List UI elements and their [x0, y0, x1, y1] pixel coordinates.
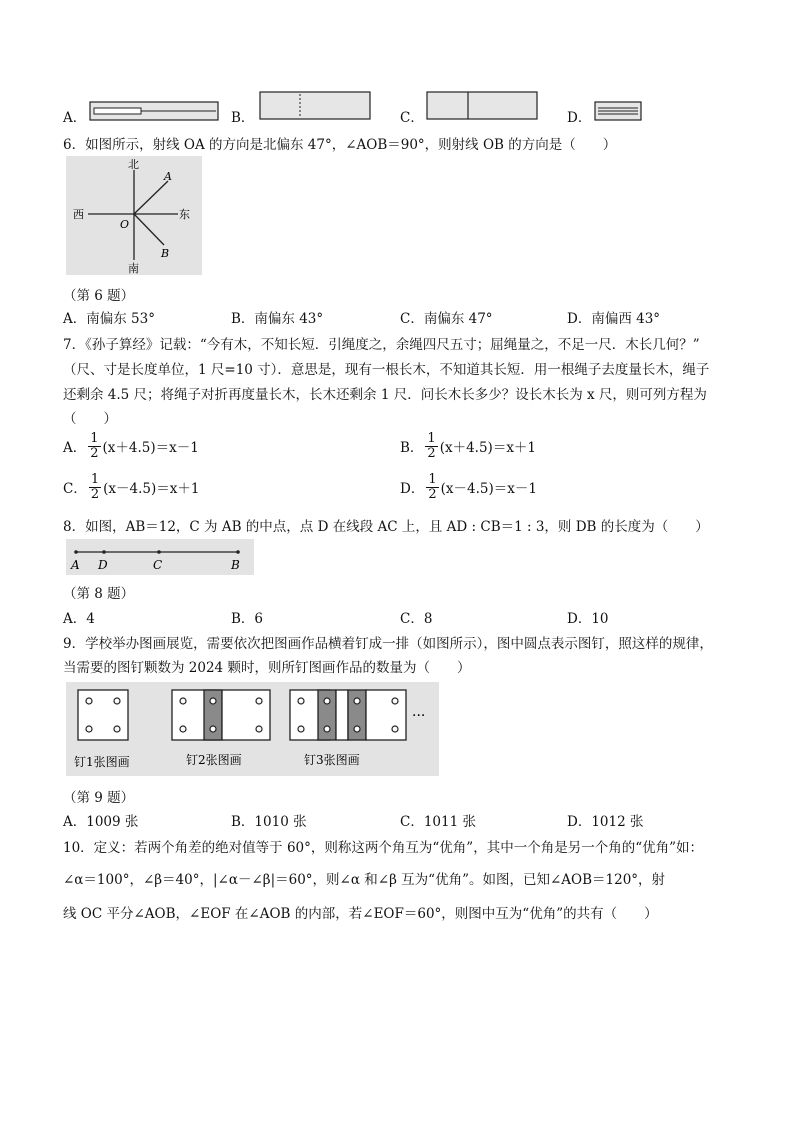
q9-label-3: 钉3张图画: [304, 753, 360, 767]
q8-a-label: A: [71, 558, 80, 572]
q6-north-label: 北: [128, 158, 139, 171]
q6-stem: 6．如图所示，射线 OA 的方向是北偏东 47°，∠AOB＝90°，则射线 OB 的方向是（ ）: [63, 137, 617, 153]
q7-option-a-label: A．: [63, 440, 87, 457]
q5-option-d-label: D．: [567, 110, 592, 126]
q7-option-b: [400, 432, 536, 460]
q7-line-1: 7．《孙子算经》记载：“今有木，不知长短．引绳度之，余绳四尺五寸；屈绳量之，不足一尺．木长几何？”: [63, 337, 700, 353]
q6-option-d: D．南偏西 43°: [567, 311, 661, 327]
q9-option-c: C．1011 张: [400, 814, 476, 830]
q8-c-label: C: [153, 558, 163, 572]
q7-option-c-expr: (x－4.5)＝x＋1: [103, 481, 200, 498]
q7-option-c: [63, 473, 199, 501]
q8-figure: [66, 539, 254, 575]
q8-point-b: [236, 550, 240, 554]
q6-o-label: O: [120, 218, 130, 231]
q10-line-2: ∠α＝100°，∠β＝40°，|∠α－∠β|＝60°，则∠α 和∠β 互为“优角”。如图，已知∠AOB＝120°，射: [63, 872, 666, 888]
q7-option-c-label: C．: [63, 481, 87, 498]
q10-line-3: 线 OC 平分∠AOB，∠EOF 在∠AOB 的内部，若∠EOF＝60°，则图中互为“优角”的共有（ ）: [63, 906, 658, 922]
q9-figure: [66, 682, 439, 776]
q6-b-label: B: [161, 247, 170, 260]
q7-line-4: （ ）: [63, 411, 117, 427]
q7-option-d-label: D．: [400, 481, 425, 498]
q6-figure: [66, 156, 202, 275]
q6-south-label: 南: [128, 262, 139, 275]
q7-option-b-expr: (x＋4.5)＝x＋1: [439, 440, 537, 457]
q9-label-1: 钉1张图画: [74, 755, 130, 769]
q5-option-d-figure: [594, 101, 642, 121]
q7-option-b-fraction: $\frac{1}{2}$: [427, 431, 436, 461]
q9-picture-group-2: [172, 690, 270, 740]
q7-option-d: [400, 473, 537, 501]
q8-stem: 8．如图，AB＝12，C 为 AB 的中点，点 D 在线段 AC 上，且 AD : CB＝1 : 3，则 DB 的长度为（ ）: [63, 519, 709, 535]
q5-option-a-figure: [89, 101, 219, 121]
q10-line-1: 10．定义：若两个角差的绝对值等于 60°，则称这两个角互为“优角”，其中一个角是另一个角的“优角”如：: [63, 840, 704, 856]
q9-ellipsis: ···: [412, 708, 426, 724]
q6-a-label: A: [164, 170, 172, 183]
q7-line-3: 还剩余 4.5 尺；将绳子对折再度量长木，长木还剩余 1 尺．问长木长多少？设长木长为 x 尺，则可列方程为: [63, 387, 707, 403]
q5-option-c-figure: [426, 91, 538, 120]
q8-option-a: A．4: [63, 611, 95, 627]
q7-option-d-expr: (x－4.5)＝x－1: [440, 481, 537, 498]
q8-option-c: C．8: [400, 611, 433, 627]
q5-option-a-label: A．: [63, 110, 87, 126]
q7-line-2: （尺、寸是长度单位，1 尺=10 寸）．意思是，现有一根长木，不知道其长短．用一根绳子去度量长木，绳子: [63, 362, 710, 378]
q5-option-b-figure: [259, 91, 371, 120]
q9-option-d: D．1012 张: [567, 814, 644, 830]
q6-option-c: C．南偏东 47°: [400, 311, 493, 327]
q8-option-d: D．10: [567, 611, 609, 627]
q8-b-label: B: [231, 558, 240, 572]
q6-caption: （第 6 题）: [63, 288, 135, 304]
q9-option-a: A．1009 张: [63, 814, 139, 830]
q8-point-c: [157, 550, 161, 554]
q7-option-a: [63, 432, 199, 460]
q7-option-a-expr: (x＋4.5)＝x－1: [102, 440, 199, 457]
q9-caption: （第 9 题）: [63, 790, 135, 806]
q9-line-2: 当需要的图钉颗数为 2024 颗时，则所钉图画作品的数量为（ ）: [63, 660, 471, 676]
q6-option-b: B．南偏东 43°: [231, 311, 324, 327]
q7-option-b-label: B．: [400, 440, 424, 457]
q8-point-a: [74, 550, 78, 554]
q6-option-a: A．南偏东 53°: [63, 311, 155, 327]
q7-option-a-fraction: $\frac{1}{2}$: [90, 431, 99, 461]
q9-line-1: 9．学校举办图画展览，需要依次把图画作品横着钉成一排（如图所示），图中圆点表示图钉，照这样的规律，: [63, 636, 713, 652]
q5-option-b-label: B．: [231, 110, 255, 126]
q6-west-label: 西: [73, 208, 84, 221]
q5-option-c-label: C．: [400, 110, 424, 126]
q8-point-d: [102, 550, 106, 554]
q9-label-2: 钉2张图画: [186, 753, 242, 767]
q8-caption: （第 8 题）: [63, 586, 135, 602]
q7-option-c-fraction: $\frac{1}{2}$: [90, 472, 100, 502]
q9-picture-group-1: [78, 690, 128, 740]
q9-picture-group-3: [290, 690, 406, 740]
q6-east-label: 东: [179, 208, 190, 221]
q8-option-b: B．6: [231, 611, 264, 627]
q8-d-label: D: [98, 558, 108, 572]
q7-option-d-fraction: $\frac{1}{2}$: [428, 472, 437, 502]
q9-option-b: B．1010 张: [231, 814, 307, 830]
